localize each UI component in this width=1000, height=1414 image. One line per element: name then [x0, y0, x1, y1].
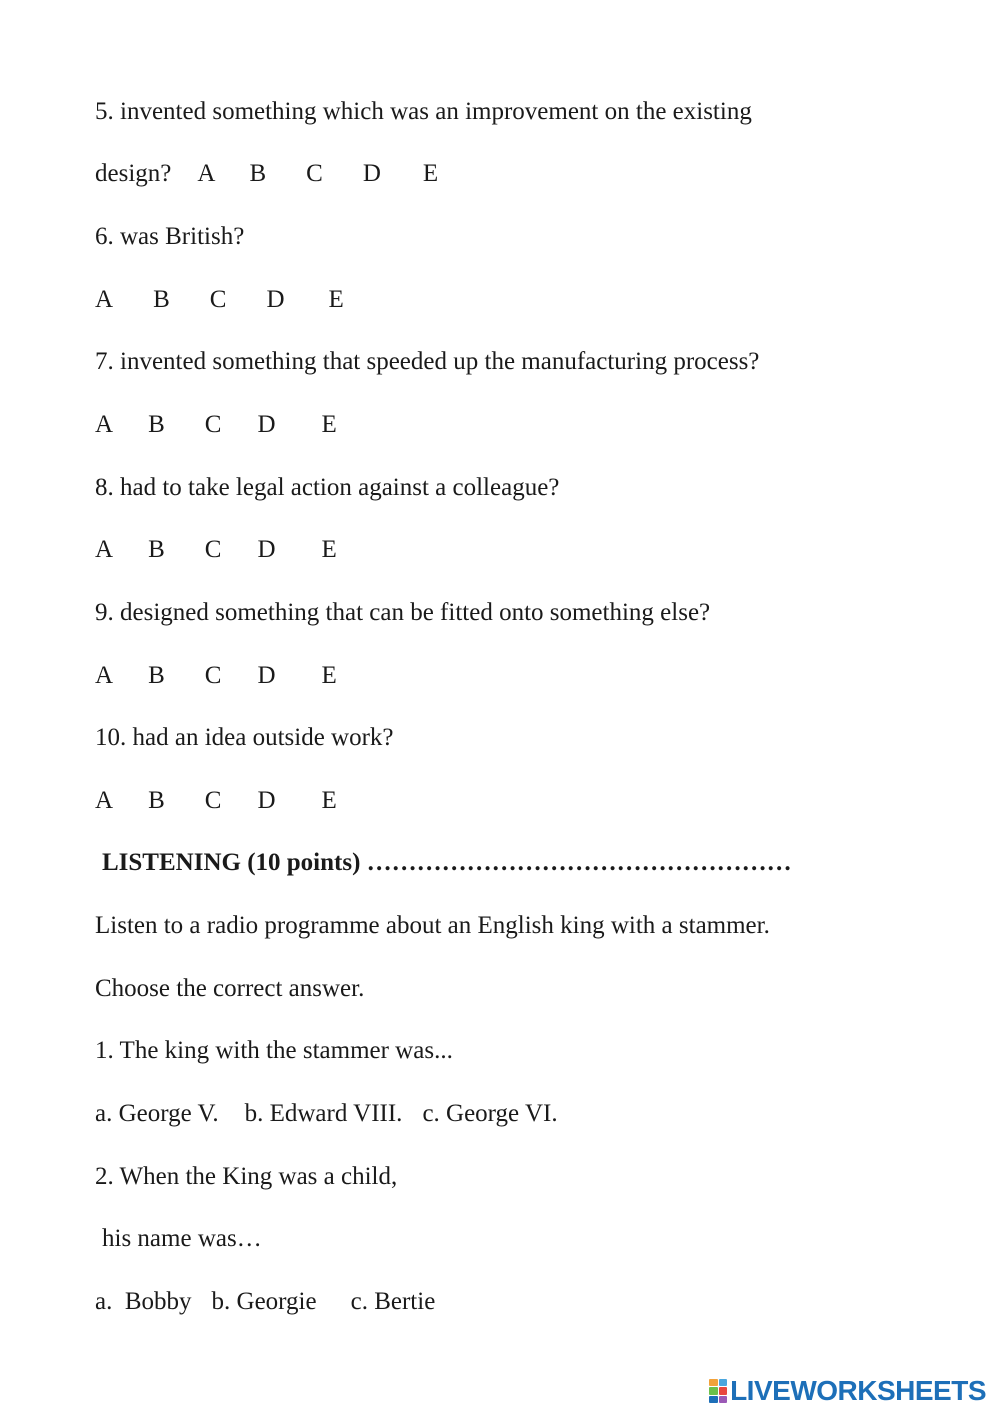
option-a[interactable]: A — [197, 160, 216, 187]
option-c[interactable]: C — [204, 536, 222, 563]
option-a[interactable]: A — [95, 286, 114, 313]
question-7-options — [95, 410, 337, 440]
option-b[interactable]: b. Edward VIII. — [244, 1100, 403, 1127]
option-b[interactable]: B — [148, 662, 165, 689]
option-c[interactable]: C — [204, 787, 222, 814]
option-b[interactable]: b. Georgie — [211, 1288, 317, 1315]
option-e[interactable]: E — [321, 662, 337, 689]
question-8-options — [95, 535, 337, 565]
question-6-options — [95, 285, 344, 315]
option-a[interactable]: a. Bobby — [95, 1288, 192, 1315]
option-e[interactable]: E — [321, 787, 337, 814]
question-8-text: 8. had to take legal action against a colleague? — [95, 474, 560, 501]
question-5-text: 5. invented something which was an improvement on the existing — [95, 98, 752, 125]
option-b[interactable]: B — [153, 286, 170, 313]
option-a[interactable]: A — [95, 787, 114, 814]
listening-question-1-options — [95, 1099, 558, 1129]
option-d[interactable]: D — [257, 411, 276, 438]
liveworksheets-logo-icon — [709, 1379, 727, 1403]
liveworksheets-logo — [709, 1376, 986, 1406]
option-b[interactable]: B — [148, 411, 165, 438]
option-c[interactable]: C — [204, 662, 222, 689]
listening-question-2-continuation: his name was… — [102, 1225, 262, 1252]
option-c[interactable]: c. George VI. — [422, 1100, 558, 1127]
listening-instruction: Listen to a radio programme about an English king with a stammer. — [95, 912, 770, 939]
listening-question-2-options — [95, 1287, 435, 1317]
question-10-options — [95, 786, 337, 816]
question-10-text: 10. had an idea outside work? — [95, 724, 394, 751]
listening-question-1-text: 1. The king with the stammer was... — [95, 1037, 453, 1064]
option-c[interactable]: C — [209, 286, 227, 313]
option-e[interactable]: E — [321, 411, 337, 438]
question-7-text: 7. invented something that speeded up the manufacturing process? — [95, 348, 760, 375]
question-9-options — [95, 661, 337, 691]
option-a[interactable]: a. George V. — [95, 1100, 219, 1127]
option-a[interactable]: A — [95, 662, 114, 689]
question-9-text: 9. designed something that can be fitted onto something else? — [95, 599, 711, 626]
option-d[interactable]: D — [266, 286, 285, 313]
option-a[interactable]: A — [95, 411, 114, 438]
question-5-options — [95, 159, 438, 189]
question-6-text: 6. was British? — [95, 223, 245, 250]
option-e[interactable]: E — [321, 536, 337, 563]
option-c[interactable]: C — [204, 411, 222, 438]
option-a[interactable]: A — [95, 536, 114, 563]
option-d[interactable]: D — [362, 160, 381, 187]
listening-heading: LISTENING (10 points) …………………………………………… — [102, 849, 792, 876]
option-e[interactable]: E — [328, 286, 344, 313]
option-b[interactable]: B — [148, 536, 165, 563]
choose-instruction: Choose the correct answer. — [95, 975, 365, 1002]
option-e[interactable]: E — [422, 160, 439, 187]
liveworksheets-logo-text: LIVEWORKSHEETS — [730, 1375, 986, 1406]
option-b[interactable]: B — [249, 160, 267, 187]
option-d[interactable]: D — [257, 662, 276, 689]
option-d[interactable]: D — [257, 787, 276, 814]
option-c[interactable]: C — [306, 160, 323, 187]
option-b[interactable]: B — [148, 787, 165, 814]
listening-question-2-text: 2. When the King was a child, — [95, 1163, 398, 1190]
option-d[interactable]: D — [257, 536, 276, 563]
option-c[interactable]: c. Bertie — [350, 1288, 436, 1315]
question-5-continuation: design? — [95, 160, 172, 187]
